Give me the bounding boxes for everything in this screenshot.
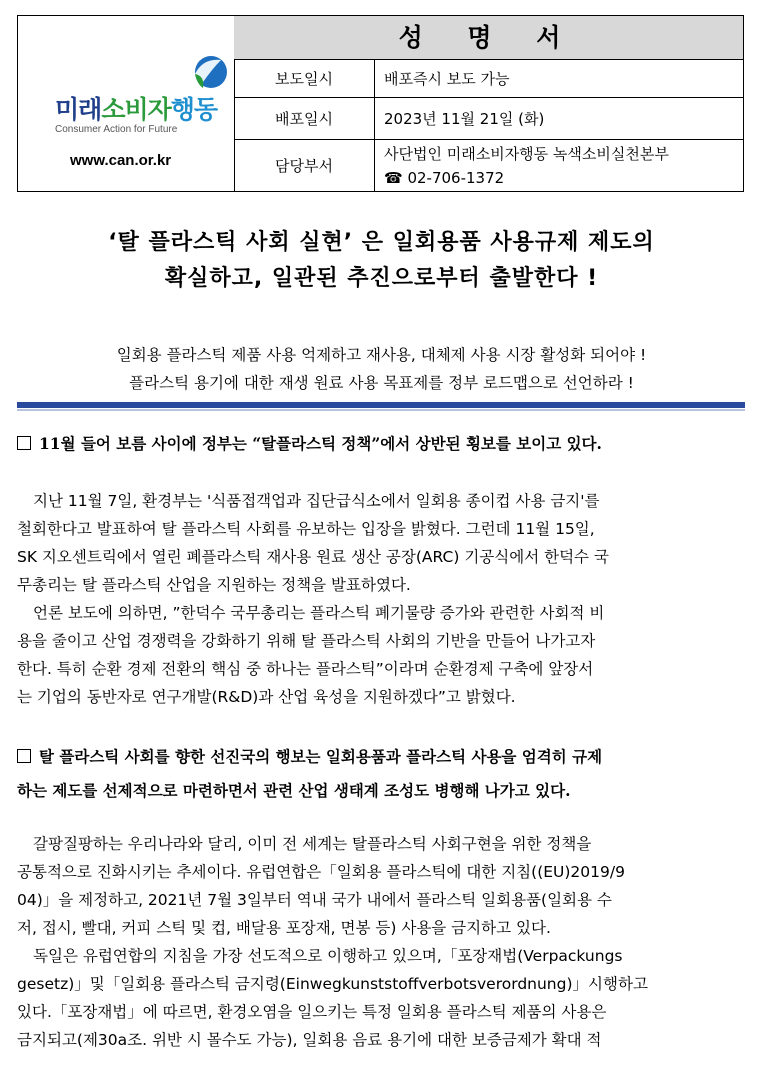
subheadline-line-2: 플라스틱 용기에 대한 재생 원료 사용 목표제를 정부 로드맵으로 선언하라 ! xyxy=(129,374,634,392)
body-line: 한다. 특히 순환 경제 전환의 핵심 중 하나는 플라스틱”이라며 순환경제 구축에 앞장서 xyxy=(17,660,594,678)
body-line: 용을 줄이고 산업 경쟁력을 강화하기 위해 탈 플라스틱 사회의 기반을 만들어 나가고자 xyxy=(17,632,596,650)
section-2-body xyxy=(17,830,747,1054)
info-row-distribution-date xyxy=(234,98,743,140)
divider-rule-shadow xyxy=(17,409,745,411)
info-row-release-time xyxy=(234,60,743,98)
body-line: 언론 보도에 의하면, ”한덕수 국무총리는 플라스틱 폐기물량 증가와 관련한 사회적 비 xyxy=(33,604,605,622)
logo-subtitle: Consumer Action for Future xyxy=(55,124,178,135)
section-1-heading: 11월 들어 보름 사이에 정부는 “탈플라스틱 정책”에서 상반된 횡보를 보이고 있다. xyxy=(17,427,747,461)
body-line: 독일은 유럽연합의 지침을 가장 선도적으로 이행하고 있으며,「포장재법(Verpackungs xyxy=(33,947,623,965)
info-label: 담당부서 xyxy=(234,140,375,191)
subheadline-line-1: 일회용 플라스틱 제품 사용 억제하고 재사용, 대체제 사용 시장 활성화 되어야 ! xyxy=(116,346,647,364)
body-line: 공통적으로 진화시키는 추세이다. 유럽연합은「일회용 플라스틱에 대한 지침((EU)2019/9 xyxy=(17,863,625,881)
section-1-body xyxy=(17,487,747,711)
body-line: 04)」을 제정하고, 2021년 7월 3일부터 역내 국가 내에서 플라스틱 일회용품(일회용 수 xyxy=(17,891,612,909)
logo-cell xyxy=(18,16,235,191)
body-line: 있다.「포장재법」에 따르면, 환경오염을 일으키는 특정 일회용 플라스틱 제품의 사용은 xyxy=(17,1003,607,1021)
body-line: 지난 11월 7일, 환경부는 '식품접객업과 집단급식소에서 일회용 종이컵 사용 금지'를 xyxy=(33,492,600,510)
body-line: SK 지오센트릭에서 열린 폐플라스틱 재사용 원료 생산 공장(ARC) 기공식에서 한덕수 국 xyxy=(17,548,609,566)
body-line: 금지되고(제30a조. 위반 시 몰수도 가능), 일회용 음료 용기에 대한 보증금제가 확대 적 xyxy=(17,1031,602,1049)
website-url[interactable]: www.can.or.kr xyxy=(70,152,172,169)
checkbox-square-icon xyxy=(17,749,31,763)
info-value: 배포즉시 보도 가능 xyxy=(384,69,510,88)
logo-leaf-icon xyxy=(191,52,231,92)
headline-line-1: ‘탈 플라스틱 사회 실현’ 은 일회용품 사용규제 제도의 xyxy=(108,230,655,255)
body-line: 철회한다고 발표하여 탈 플라스틱 사회를 유보하는 입장을 밝혔다. 그런데 11월 15일, xyxy=(17,520,595,538)
info-value: 2023년 11월 21일 (화) xyxy=(384,109,545,128)
checkbox-square-icon xyxy=(17,436,31,450)
info-label: 보도일시 xyxy=(234,60,375,97)
body-line: 는 기업의 동반자로 연구개발(R&D)과 산업 육성을 지원하겠다”고 밝혔다. xyxy=(17,688,516,706)
info-label: 배포일시 xyxy=(234,98,375,139)
document-title: 성 명 서 xyxy=(234,16,743,60)
phone-number: ☎ 02-706-1372 xyxy=(384,168,505,187)
info-row-department xyxy=(234,140,743,191)
body-line: 무총리는 탈 플라스틱 산업을 지원하는 정책을 발표하였다. xyxy=(17,576,411,594)
divider-rule xyxy=(17,402,745,408)
info-value: 사단법인 미래소비자행동 녹색소비실천본부 xyxy=(384,144,669,163)
header-table xyxy=(17,15,744,192)
section-2-heading: 탈 플라스틱 사회를 향한 선진국의 행보는 일회용품과 플라스틱 사용을 엄격히 규제 하는 제도를 선제적으로 마련하면서 관련 산업 생태계 조성도 병행해 나가고 있다. xyxy=(17,747,603,800)
headline-line-2: 확실하고, 일관된 추진으로부터 출발한다 ! xyxy=(164,266,599,291)
body-line: gesetz)」및「일회용 플라스틱 금지령(Einwegkunststoffverbotsverordnung)」시행하고 xyxy=(17,975,648,993)
body-line: 저, 접시, 빨대, 커피 스틱 및 컵, 배달용 포장재, 면봉 등) 사용을 금지하고 있다. xyxy=(17,919,551,937)
body-line: 갈팡질팡하는 우리나라와 달리, 이미 전 세계는 탈플라스틱 사회구현을 위한 정책을 xyxy=(33,835,592,853)
logo-name: 미래소비자행동 xyxy=(55,95,218,124)
